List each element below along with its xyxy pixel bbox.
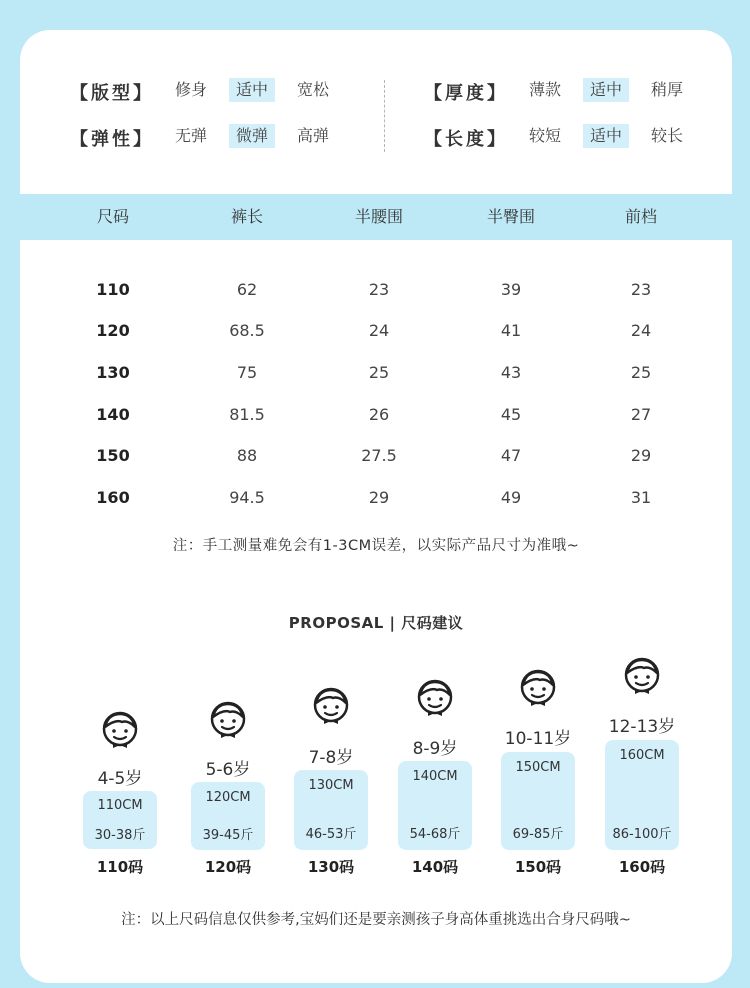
thickness-option-1: 薄款 <box>529 80 562 99</box>
cell-hip: 45 <box>500 405 522 424</box>
height-value: 130CM <box>308 778 354 793</box>
cell-size: 120 <box>96 321 130 340</box>
age-label: 12-13岁 <box>608 717 676 737</box>
child-face-icon <box>516 668 560 712</box>
cell-length: 62 <box>236 280 258 299</box>
cell-rise: 27 <box>630 405 652 424</box>
reference-note: 注：以上尺码信息仅供参考,宝妈们还是要亲测孩子身高体重挑选出合身尺码哦~ <box>121 912 631 928</box>
weight-value: 46-53斤 <box>305 827 357 842</box>
age-label: 10-11岁 <box>504 729 572 749</box>
child-face-icon <box>620 656 664 700</box>
height-value: 150CM <box>515 760 561 775</box>
size-code: 120码 <box>204 858 252 876</box>
weight-value: 54-68斤 <box>409 827 461 842</box>
header-length: 裤长 <box>230 207 263 226</box>
thickness-label: 【厚度】 <box>424 83 508 104</box>
cell-hip: 43 <box>500 363 522 382</box>
cell-size: 140 <box>96 405 130 424</box>
length-option-3: 较长 <box>651 126 684 145</box>
cell-waist: 29 <box>368 488 390 507</box>
header-size: 尺码 <box>96 207 129 226</box>
cell-rise: 23 <box>630 280 652 299</box>
child-face-icon <box>309 686 353 730</box>
thickness-option-3: 稍厚 <box>651 80 684 99</box>
size-info-box <box>191 782 265 850</box>
cell-waist: 25 <box>368 363 390 382</box>
table-row <box>20 275 732 305</box>
header-rise: 前档 <box>624 207 657 226</box>
height-value: 140CM <box>412 769 458 784</box>
cell-size: 150 <box>96 446 130 465</box>
cell-rise: 29 <box>630 446 652 465</box>
age-label: 5-6岁 <box>205 760 251 780</box>
measurement-note: 注：手工测量难免会有1-3CM误差，以实际产品尺寸为准哦~ <box>172 538 580 554</box>
cell-size: 160 <box>96 488 130 507</box>
table-row <box>20 316 732 346</box>
cell-length: 81.5 <box>229 405 265 424</box>
table-row <box>20 441 732 471</box>
attr-row-elasticity-length <box>20 122 732 152</box>
height-value: 160CM <box>619 748 665 763</box>
height-value: 120CM <box>205 790 251 805</box>
child-face-icon <box>206 700 250 744</box>
cell-hip: 47 <box>500 446 522 465</box>
cell-rise: 31 <box>630 488 652 507</box>
table-row <box>20 400 732 430</box>
cell-length: 68.5 <box>229 321 265 340</box>
weight-value: 30-38斤 <box>94 828 146 843</box>
cell-hip: 41 <box>500 321 522 340</box>
elasticity-label: 【弹性】 <box>70 129 154 150</box>
weight-value: 69-85斤 <box>512 827 564 842</box>
age-label: 7-8岁 <box>308 748 354 768</box>
weight-value: 86-100斤 <box>612 827 672 842</box>
cell-length: 94.5 <box>229 488 265 507</box>
cell-waist: 23 <box>368 280 390 299</box>
thickness-option-selected: 适中 <box>583 78 629 102</box>
size-code: 160码 <box>618 858 666 876</box>
elasticity-option-1: 无弹 <box>175 126 208 145</box>
cell-waist: 27.5 <box>361 446 397 465</box>
length-option-selected: 适中 <box>583 124 629 148</box>
attr-row-fit-thickness <box>20 76 732 106</box>
table-row <box>20 483 732 513</box>
age-label: 4-5岁 <box>97 769 143 789</box>
size-code: 110码 <box>96 858 144 876</box>
cell-rise: 24 <box>630 321 652 340</box>
size-chart-card <box>20 30 732 983</box>
header-hip: 半臀围 <box>486 207 535 226</box>
elasticity-option-selected: 微弹 <box>229 124 275 148</box>
cell-size: 130 <box>96 363 130 382</box>
cell-hip: 39 <box>500 280 522 299</box>
age-label: 8-9岁 <box>412 739 458 759</box>
cell-hip: 49 <box>500 488 522 507</box>
header-waist: 半腰围 <box>354 207 403 226</box>
fit-option-3: 宽松 <box>297 80 330 99</box>
size-info-box <box>605 740 679 850</box>
size-info-box <box>83 791 157 849</box>
child-face-icon <box>413 678 457 722</box>
size-code: 130码 <box>307 858 355 876</box>
weight-value: 39-45斤 <box>202 828 254 843</box>
cell-length: 75 <box>236 363 258 382</box>
elasticity-option-3: 高弹 <box>297 126 330 145</box>
proposal-title: PROPOSAL | 尺码建议 <box>288 614 464 632</box>
size-info-box <box>294 770 368 850</box>
size-info-box <box>501 752 575 850</box>
cell-rise: 25 <box>630 363 652 382</box>
size-table-header <box>20 194 732 240</box>
cell-size: 110 <box>96 280 130 299</box>
height-value: 110CM <box>97 798 143 813</box>
size-info-box <box>398 761 472 850</box>
child-face-icon <box>98 710 142 754</box>
cell-waist: 26 <box>368 405 390 424</box>
attr-divider <box>384 80 385 152</box>
length-option-1: 较短 <box>529 126 562 145</box>
length-label: 【长度】 <box>424 129 508 150</box>
cell-waist: 24 <box>368 321 390 340</box>
size-code: 150码 <box>514 858 562 876</box>
cell-length: 88 <box>236 446 258 465</box>
fit-label: 【版型】 <box>70 83 154 104</box>
table-row <box>20 358 732 388</box>
fit-option-selected: 适中 <box>229 78 275 102</box>
size-code: 140码 <box>411 858 459 876</box>
fit-option-1: 修身 <box>175 80 208 99</box>
